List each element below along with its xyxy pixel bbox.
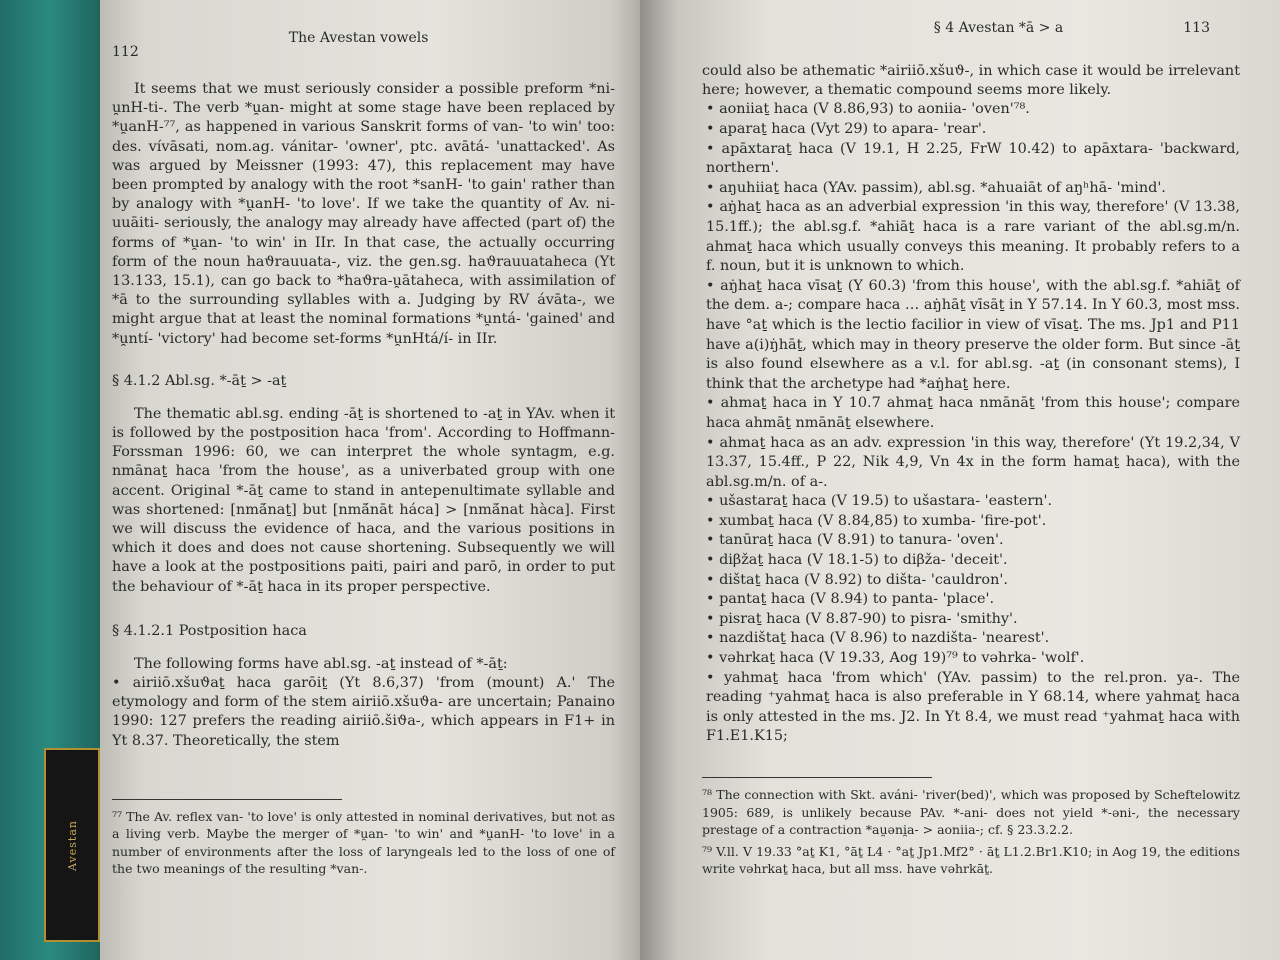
- spine-label: [44, 748, 100, 942]
- list-item: • yahmaṯ haca 'from which' (YAv. passim) to the rel.pron. ya-. The reading ⁺yahmaṯ haca is also preferable in Y 68.14, where yahmaṯ haca is only attested in the ms. J2. In Yt 8.4, we must read ⁺yahmaṯ haca with F1.E1.K15;: [706, 669, 1240, 745]
- list-item: • ahmaṯ haca as an adv. expression 'in this way, therefore' (Yt 19.2,34, V 13.37, 15.4ff., P 22, Nik 4,9, Vn 4x in the form hamaṯ haca), with the abl.sg.m/n. of a-.: [706, 434, 1240, 490]
- left-running-head: [112, 30, 615, 60]
- right-page: [640, 0, 1280, 960]
- section-heading-4-1-2: § 4.1.2 Abl.sg. *-āṯ > -aṯ: [112, 372, 287, 389]
- right-intro-paragraph: could also be athematic *airiiō.xšuϑ-, in which case it would be irrelevant here; however, a thematic compound seems more likely.: [702, 63, 1240, 99]
- left-bullet-1: • airiiō.xšuϑaṯ haca garōiṯ (Yt 8.6,37) 'from (mount) A.' The etymology and form of the stem airiiō.xšuϑa- are uncertain; Panaino 1990: 127 prefers the reading airiiō.šiϑa-, which appears in F1+ in Yt 8.37. Theoretically, the stem: [112, 675, 615, 749]
- left-paragraph-2: The thematic abl.sg. ending -āṯ is shortened to -aṯ in YAv. when it is followed by the postposition haca 'from'. According to Hoffmann-Forssman 1996: 60, we can interpret the whole syntagm, e.g. nmānaṯ haca 'from the house', as a univerbated group with one accent. Original *-āṯ came to stand in antepenultimate syllable and was shortened: [nmā́naṯ] but [nmā́nāt háca] > [nmā́nat hàca]. First we will discuss the evidence of haca, and the various positions in which it does and does not cause shortening. Subsequently we will have a look at the postpositions paiti, pairi and parō, in order to put the behaviour of *-āṯ haca in its proper perspective.: [112, 405, 615, 595]
- list-item: • aoniiaṯ haca (V 8.86,93) to aoniia- 'oven'⁷⁸.: [706, 101, 1030, 118]
- book-spine: [0, 0, 108, 960]
- left-running-title: The Avestan vowels: [288, 30, 429, 46]
- list-item: • pisraṯ haca (V 8.87-90) to pisra- 'smithy'.: [706, 610, 1018, 627]
- list-item: • pantaṯ haca (V 8.94) to panta- 'place'.: [706, 591, 995, 608]
- right-page-number: 113: [1183, 20, 1210, 36]
- left-page-number: 112: [112, 44, 139, 60]
- left-page: [100, 0, 655, 960]
- footnote-79: ⁷⁹ V.ll. V 19.33 °aṯ K1, °āṯ L4 · °aṯ Jp1.Mf2° · āṯ L1.2.Br1.K10; in Aog 19, the editions write vəhrkaṯ haca, but all mss. have vəhrkāṯ.: [702, 843, 1240, 876]
- left-paragraph-3: The following forms have abl.sg. -aṯ instead of *-āṯ:: [134, 655, 508, 672]
- list-item: • vəhrkaṯ haca (V 19.33, Aog 19)⁷⁹ to vəhrka- 'wolf'.: [706, 650, 1085, 667]
- list-item: • dištaṯ haca (V 8.92) to dišta- 'cauldron'.: [706, 571, 1008, 588]
- right-running-title: § 4 Avestan *ā > a: [933, 20, 1064, 36]
- list-item: • aŋ̇haṯ haca as an adverbial expression 'in this way, therefore' (V 13.38, 15.1ff.); the abl.sg.f. *ahiāṯ haca is a rare variant of the abl.sg.m/n. ahmaṯ haca which usually conveys this meaning. It probably refers to a f. noun, but it is unknown to which.: [706, 199, 1240, 275]
- list-item: • ušastaraṯ haca (V 19.5) to ušastara- 'eastern'.: [706, 493, 1053, 510]
- list-item: • tanūraṯ haca (V 8.91) to tanura- 'oven'.: [706, 532, 1004, 549]
- list-item: • nazdištaṯ haca (V 8.96) to nazdišta- 'nearest'.: [706, 630, 1050, 647]
- left-footnote-rule: [112, 799, 342, 800]
- list-item: • diβžaṯ haca (V 18.1-5) to diβža- 'deceit'.: [706, 552, 1008, 569]
- list-item: • aŋ̇haṯ haca vīsaṯ (Y 60.3) 'from this house', with the abl.sg.f. *ahiāṯ of the dem. a-; compare haca … aŋ̇hāṯ vīsāṯ in Y 57.14. In Y 60.3, most mss. have °aṯ which is the lectio facilior in view of vīsaṯ. The ms. Jp1 and P11 have a(i)ŋ̇hāṯ, which may in theory preserve the older form. But since -āṯ is also found elsewhere as a v.l. for abl.sg. -aṯ (in consonant stems), I think that the archetype had *aŋ̇haṯ here.: [706, 277, 1240, 392]
- list-item: • aŋuhiiaṯ haca (YAv. passim), abl.sg. *ahuaiāt of aŋʰhā- 'mind'.: [706, 179, 1166, 196]
- list-item: • aparaṯ haca (Vyt 29) to apara- 'rear'.: [706, 121, 987, 137]
- list-item: • ahmaṯ haca in Y 10.7 ahmaṯ haca nmānāṯ 'from this house'; compare haca ahmāṯ nmānāṯ elsewhere.: [706, 395, 1240, 431]
- haca-form-list: [702, 100, 1240, 747]
- list-item: • xumbaṯ haca (V 8.84,85) to xumba- 'fire-pot'.: [706, 512, 1047, 529]
- right-running-head: [702, 20, 1240, 36]
- footnote-77: ⁷⁷ The Av. reflex van- 'to love' is only attested in nominal derivatives, but not as a living verb. Maybe the merger of *u̯an- 'to win' and *u̯anH- 'to love' in a number of environments after the loss of laryngeals led to the loss of one of the two meanings of the resulting *van-.: [112, 808, 615, 877]
- spine-label-text: Avestan: [65, 819, 79, 871]
- list-item: • apāxtaraṯ haca (V 19.1, H 2.25, FrW 10.42) to apāxtara- 'backward, northern'.: [706, 140, 1240, 177]
- footnote-78: ⁷⁸ The connection with Skt. aváni- 'river(bed)', which was proposed by Scheftelowitz 1905: 689, is unlikely because PAv. *-ani- does not yield *-əni-, the necessary prestage of a contraction *au̯əni̯a- > aoniia-; cf. § 23.3.2.2.: [702, 787, 1240, 837]
- left-paragraph-1: It seems that we must seriously consider a possible preform *ni-u̯nH-ti-. The verb *u̯an- might at some stage have been replaced by *u̯anH-⁷⁷, as happened in various Sanskrit forms of van- 'to win' too: des. vívāsati, nom.ag. vánitar- 'owner', ptc. avātá- 'unattacked'. As was argued by Meissner (1993: 47), this replacement may have been prompted by analogy with the root *sanH- 'to gain' rather than by analogy with *u̯anH- 'to love'. If we take the quantity of Av. ni-uuāiti- seriously, the analogy may already have affected (part of) the forms of *u̯an- 'to win' in IIr. In that case, the actually occurring form of the noun haϑrauuata-, viz. the gen.sg. haϑrauuataheca (Yt 13.133, 15.1), can go back to *haϑra-u̯ātaheca, with assimilation of *ā to the surrounding syllables with a. Judging by RV ávāta-, we might argue that at least the nominal formations *u̯ntá- 'gained' and *u̯ntí- 'victory' had become set-forms *u̯nHtá/í- in IIr.: [112, 81, 615, 347]
- section-heading-4-1-2-1: § 4.1.2.1 Postposition haca: [112, 622, 307, 639]
- right-footnote-rule: [702, 777, 932, 778]
